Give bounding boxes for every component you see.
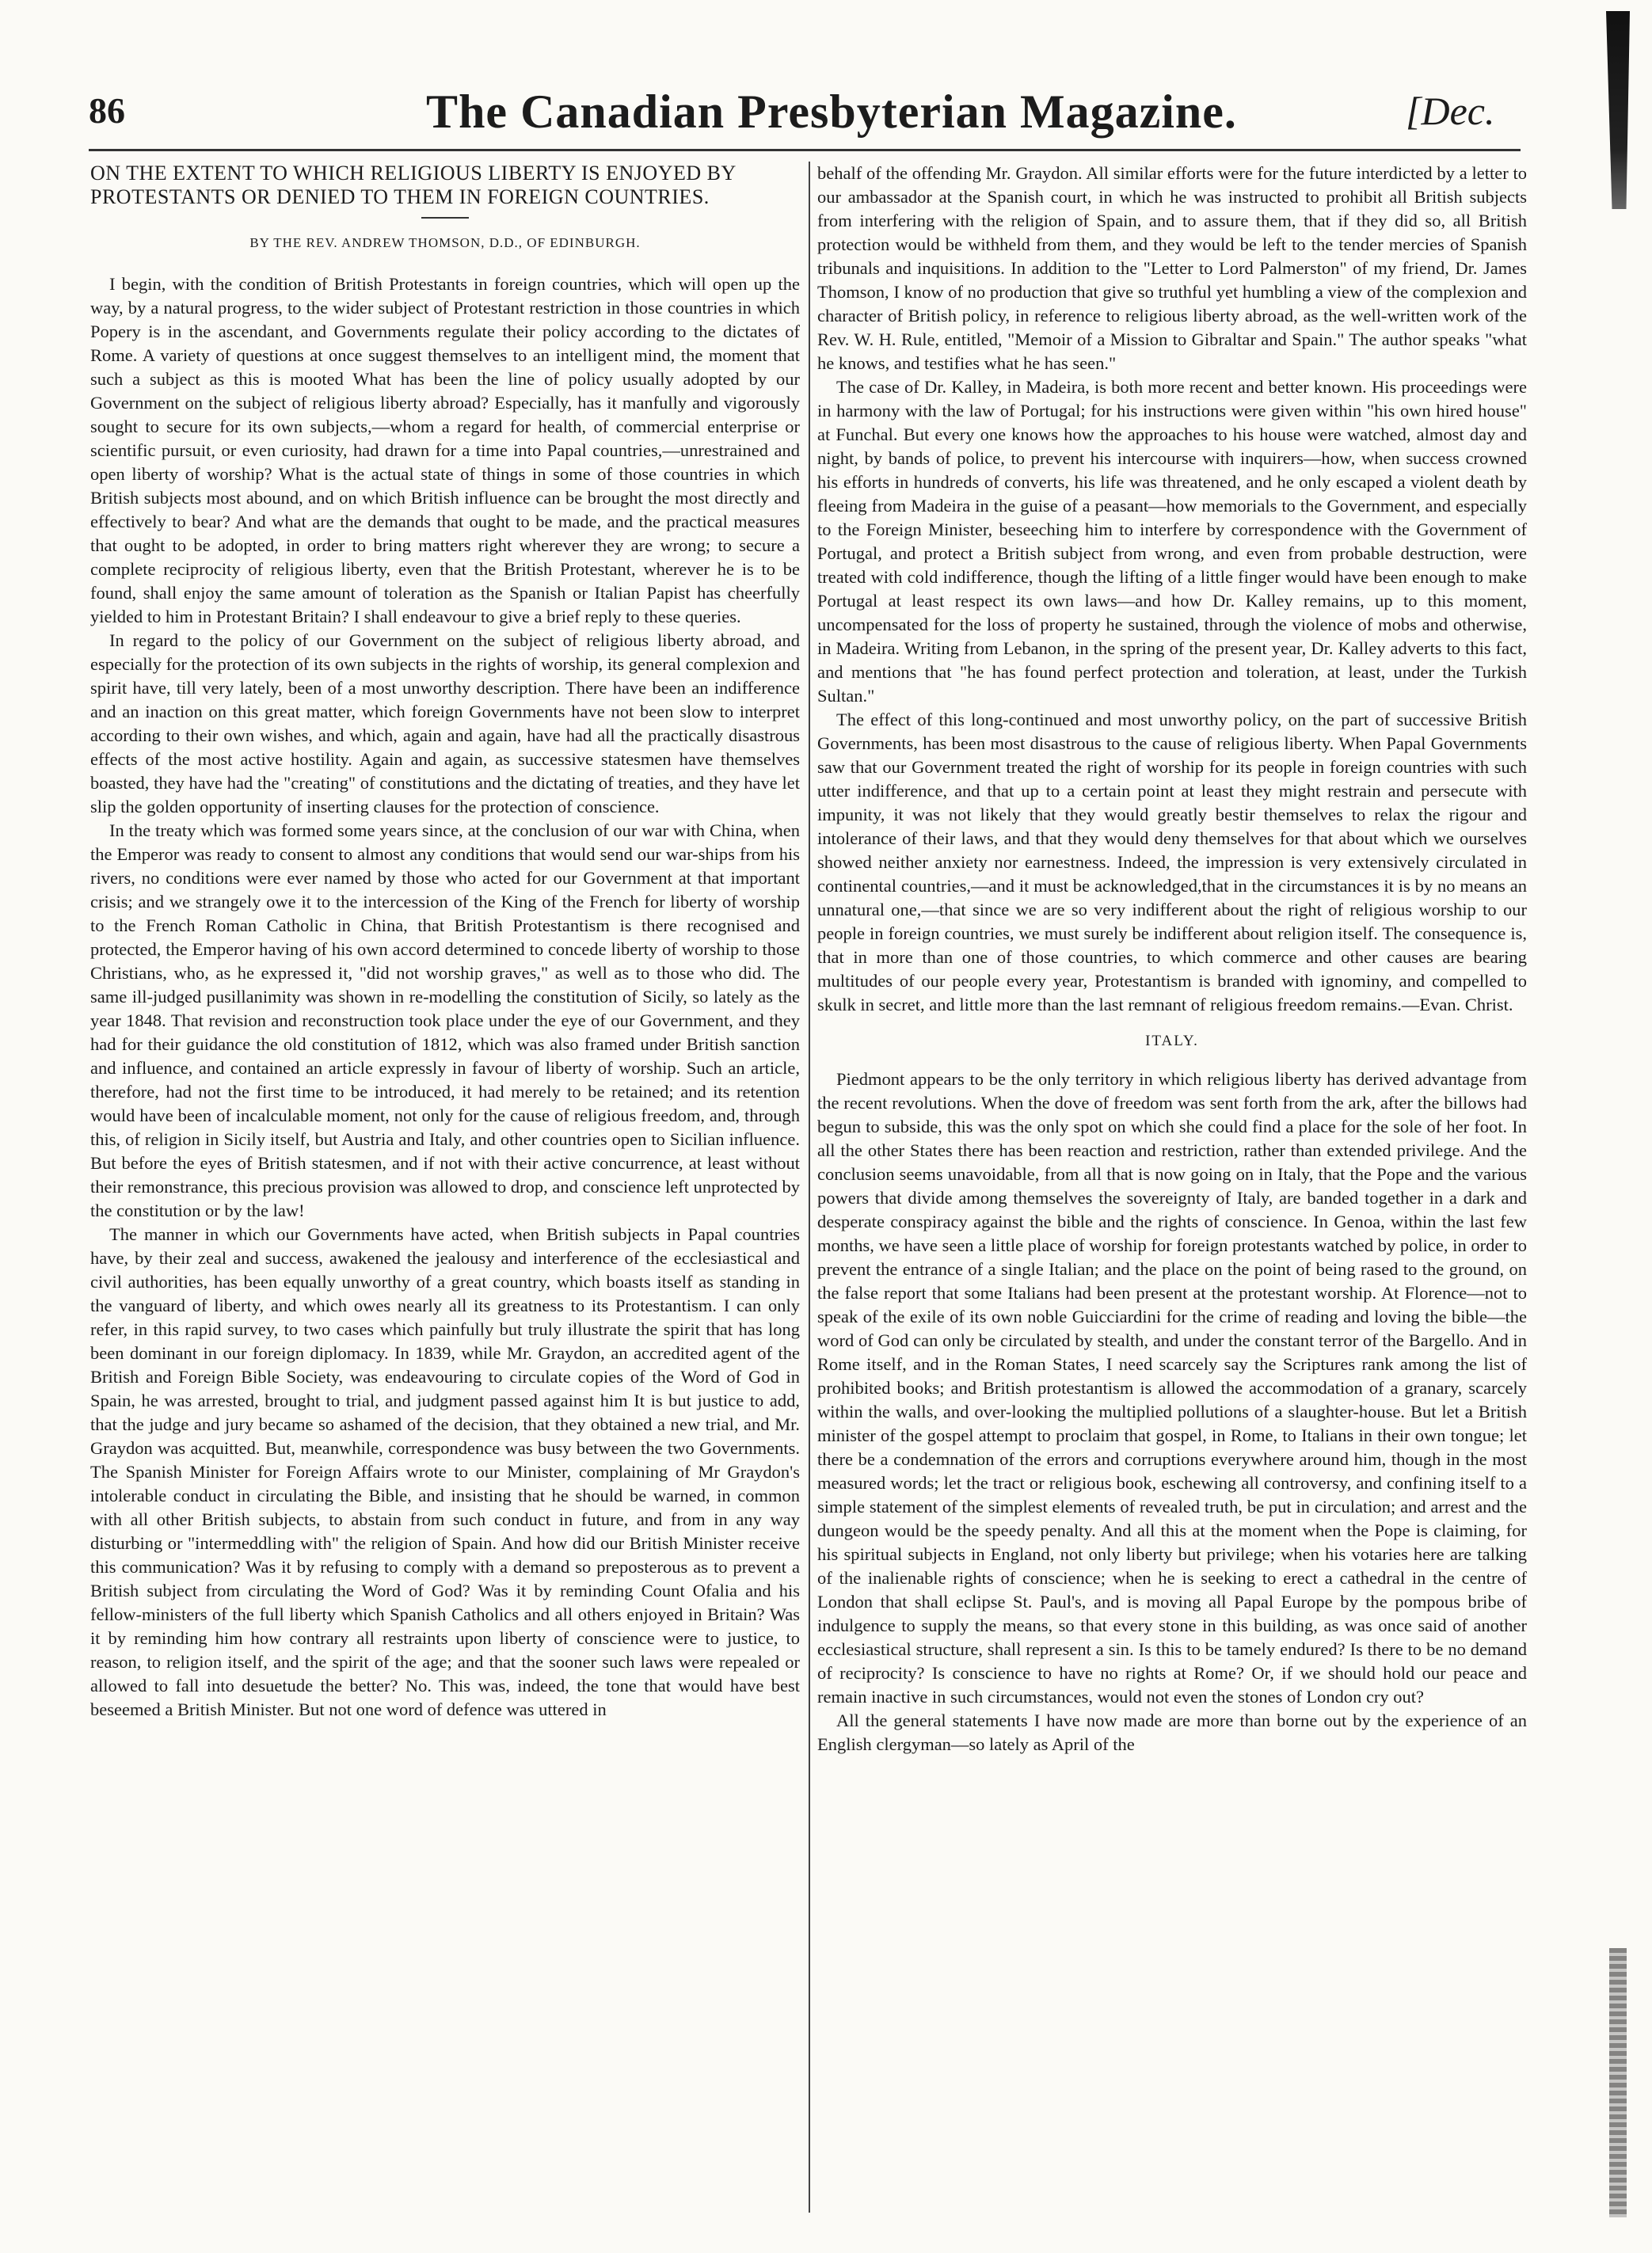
title-divider: [421, 217, 469, 219]
paragraph: I begin, with the condition of British Protestants in foreign countries, which will open up the way, by a natural progress, to the wider subject of Protestant restriction in those countries in which Popery is in the ascendant, and Governments regulate their policy according to the dictates of Rome. A variety of questions at once suggest themselves to an intelligent mind, the moment that such a subject as this is mooted What has been the line of policy usually adopted by our Government on the subject of religious liberty abroad? Especially, has it manfully and vigorously sought to secure for its own subjects,—whom a regard for health, of commercial enterprise or scientific pursuit, or even curiosity, had drawn for a time into Papal countries,—unrestrained and open liberty of worship? What is the actual state of things in some of those countries in which British subjects most abound, and on which British influence can be brought the most directly and effectively to bear? And what are the demands that ought to be made, and the practical measures that ought to be adopted, in order to bring matters right wherever they are wrong; to secure a complete reciprocity of religious liberty, even that the British Protestant, wherever he is to be found, shall enjoy the same amount of toleration as the Spanish or Italian Papist has cheerfully yielded to him in Protestant Britain? I shall endeavour to give a brief reply to these queries.: [90, 274, 800, 626]
paragraph: The manner in which our Governments have acted, when British subjects in Papal countries have, by their zeal and success, awakened the jealousy and interference of the ecclesiastical and civil authorities, has been equally unworthy of a great country, which boasts itself as standing in the vanguard of liberty, and which owes nearly all its greatness to its Protestantism. I can only refer, in this rapid survey, to two cases which painfully but truly illustrate the spirit that has long been dominant in our foreign diplomacy. In 1839, while Mr. Graydon, an accredited agent of the British and Foreign Bible Society, was endeavouring to circulate copies of the Word of God in Spain, he was arrested, brought to trial, and judgment passed against him It is but justice to add, that the judge and jury became so ashamed of the decision, that they obtained a new trial, and Mr. Graydon was acquitted. But, meanwhile, correspondence was busy between the two Governments. The Spanish Minister for Foreign Affairs wrote to our Minister, complaining of Mr Graydon's intolerable conduct in circulating the Bible, and insisting that he should be warned, in common with all other British subjects, to abstain from such conduct in future, and from in any way disturbing or "intermeddling with" the religion of Spain. And how did our British Minister receive this communication? Was it by refusing to comply with a demand so preposterous as to prevent a British subject from circulating the Word of God? Was it by reminding Count Ofalia and his fellow-ministers of the full liberty which Spanish Catholics and all others enjoyed in Britain? Was it by reminding him how contrary all restraints upon liberty of conscience were to justice, to reason, to religion itself, and the spirit of the age; and that the sooner such laws were repealed or allowed to fall into desuetude the better? No. This was, indeed, the tone that would have best beseemed a British Minister. But not one word of defence was uttered in: [90, 1224, 800, 1719]
paragraph: Piedmont appears to be the only territory in which religious liberty has derived advantage from the recent revolutions. When the dove of freedom was sent forth from the ark, after the billows had begun to subside, this was the only spot on which she could find a place for the sole of her foot. In all the other States there has been reaction and restriction, rather than extended privilege. And the conclusion seems unavoidable, from all that is now going on in Italy, that the Pope and the various powers that divide among themselves the sovereignty of Italy, are banded together in a dark and desperate conspiracy against the bible and the rights of conscience. In Genoa, within the last few months, we have seen a little place of worship for foreign protestants watched by police, in order to prevent the entrance of a single Italian; and the place on the point of being rased to the ground, on the false report that some Italians had been present at the protestant worship. At Florence—not to speak of the exile of its own noble Guicciardini for the crime of reading and loving the bible—the word of God can only be circulated by stealth, and under the constant terror of the Bargello. And in Rome itself, and in the Roman States, I need scarcely say the Scriptures rank among the list of prohibited books; and British protestantism is allowed the accommodation of a granary, scarcely within the walls, and over-looking the multiplied pollutions of a slaughter-house. But let a British minister of the gospel attempt to proclaim that gospel, in Rome, to Italians in their own tongue; let there be a condemnation of the errors and corruptions everywhere around him, though in the most measured words; let the tract or religious book, eschewing all controversy, and confining itself to a simple statement of the simplest elements of revealed truth, be put in circulation; and arrest and the dungeon would be the speedy penalty. And all this at the moment when the Pope is claiming, for his spiritual subjects in England, not only liberty but privilege; when his votaries here are talking of the inalienable rights of conscience; when he is seeking to erect a cathedral in the centre of London that shall eclipse St. Paul's, and is moving all Papal Europe by the pompous bribe of indulgence to supply the means, so that every stone in this building, as was once said of another ecclesiastical structure, shall represent a sin. Is this to be tamely endured? Is there to be no demand of reciprocity? Is conscience to have no rights at Rome? Or, if we should hold our peace and remain inactive in such circumstances, would not even the stones of London cry out?: [817, 1069, 1527, 1707]
page-number: 86: [89, 90, 125, 131]
paragraph: behalf of the offending Mr. Graydon. All similar efforts were for the future interdicted by a letter to our ambassador at the Spanish court, in which he was instructed to prohibit all British subjects from interfering with the religion of Spain, and to assure them, that if they did so, all British protection would be withheld from them, and they would be left to the tender mercies of Spanish tribunals and inquisitions. In addition to the "Letter to Lord Palmerston" of my friend, Dr. James Thomson, I know of no production that give so truthful yet humbling a view of the complexion and character of British policy, in reference to religious liberty abroad, as the well-written work of the Rev. W. H. Rule, entitled, "Memoir of a Mission to Gibraltar and Spain." The author speaks "what he knows, and testifies what he has seen.": [817, 163, 1527, 373]
article-title: ON THE EXTENT TO WHICH RELIGIOUS LIBERTY IS ENJOYED BY PROTESTANTS OR DENIED TO THEM IN FOREIGN COUNTRIES.: [90, 162, 736, 208]
issue-month: [Dec.: [1406, 89, 1495, 133]
running-title: The Canadian Presbyterian Magazine.: [426, 86, 1237, 138]
scan-edge-mark: [1609, 1948, 1627, 2217]
left-column: [90, 162, 800, 2221]
header-rule: [89, 149, 1521, 151]
paragraph: The case of Dr. Kalley, in Madeira, is both more recent and better known. His proceedings were in harmony with the law of Portugal; for his instructions were given within "his own hired house" at Funchal. But every one knows how the approaches to his house were watched, almost day and night, by bands of police, to prevent his intercourse with inquirers—how, when success crowned his efforts in hundreds of converts, his life was threatened, and he only escaped a violent death by fleeing from Madeira in the guise of a peasant—how memorials to the Government, and especially to the Foreign Minister, beseeching him to interfere by correspondence with the Government of Portugal, and protect a British subject from wrong, and even from probable destruction, were treated with cold indifference, though the lifting of a little finger would have been enough to make Portugal at least respect its own laws—and how Dr. Kalley remains, up to this moment, uncompensated for the loss of property he sustained, through the violence of mobs and otherwise, in Madeira. Writing from Lebanon, in the spring of the present year, Dr. Kalley adverts to this fact, and mentions that "he has found perfect protection and toleration, at least, under the Turkish Sultan.": [817, 377, 1527, 706]
scan-edge-mark: [1606, 11, 1630, 209]
section-heading-italy: ITALY.: [1145, 1033, 1199, 1049]
paragraph: In the treaty which was formed some years since, at the conclusion of our war with China, when the Emperor was ready to consent to almost any conditions that would send our war-ships from his rivers, no conditions were ever named by those who acted for our Government at that important crisis; and we strangely owe it to the intercession of the King of the French for liberty of worship to the French Roman Catholic in China, that British Protestantism is there recognised and protected, the Emperor having of his own accord determined to concede liberty of worship to those Christians, who, as he expressed it, "did not worship graves," as well as to those who did. The same ill-judged pusillanimity was shown in re-modelling the constitution of Sicily, so lately as the year 1848. That revision and reconstruction took place under the eye of our Government, and they had for their guidance the old constitution of 1812, which was also framed under British sanction and influence, and contained an article expressly in favour of liberty of worship. Such an article, therefore, had not the first time to be introduced, it had merely to be retained; and its retention would have been of incalculable moment, not only for the cause of religious freedom, and, through this, of religion in Sicily itself, but Austria and Italy, and other countries open to Sicilian influence. But before the eyes of British statesmen, and if not with their active concurrence, at least without their remonstrance, this precious provision was allowed to drop, and conscience left unprotected by the constitution or by the law!: [90, 820, 800, 1220]
paragraph: In regard to the policy of our Government on the subject of religious liberty abroad, and especially for the protection of its own subjects in the rights of worship, its general complexion and spirit have, till very lately, been of a most unworthy description. There have been an indifference and an inaction on this great matter, which foreign Governments have not been slow to interpret according to their own wishes, and which, again and again, have had all the practically disastrous effects of the most active hostility. Again and again, as successive statesmen have themselves boasted, they have had the "creating" of constitutions and the dictating of treaties, and they have let slip the golden opportunity of inserting clauses for the protection of conscience.: [90, 630, 800, 816]
paragraph: The effect of this long-continued and most unworthy policy, on the part of successive British Governments, has been most disastrous to the cause of religious liberty. When Papal Governments saw that our Government treated the right of worship for its people in foreign countries with such utter indifference, and that up to a certain point at least they might restrain and persecute with impunity, it was not likely that they would greatly bestir themselves to relax the rigour and intolerance of their laws, and that they would deny themselves for that about which we ourselves showed neither anxiety nor earnestness. Indeed, the impression is very extensively circulated in continental countries,—and it must be acknowledged,that in the circumstances it is by no means an unnatural one,—that since we are so very indifferent about the right of religious worship to our people in foreign countries, we must surely be indifferent about religion itself. The consequence is, that in more than one of those countries, to which commerce and other causes are bearing multitudes of our people every year, Protestantism is branded with ignominy, and compelled to skulk in secret, and little more than the last remnant of religious freedom remains.—Evan. Christ.: [817, 710, 1527, 1014]
right-column: [817, 162, 1527, 2221]
paragraph: All the general statements I have now made are more than borne out by the experience of an English clergyman—so lately as April of the: [817, 1711, 1527, 1754]
column-divider: [809, 162, 810, 2213]
article-byline: BY THE REV. ANDREW THOMSON, D.D., OF EDINBURGH.: [249, 235, 641, 250]
